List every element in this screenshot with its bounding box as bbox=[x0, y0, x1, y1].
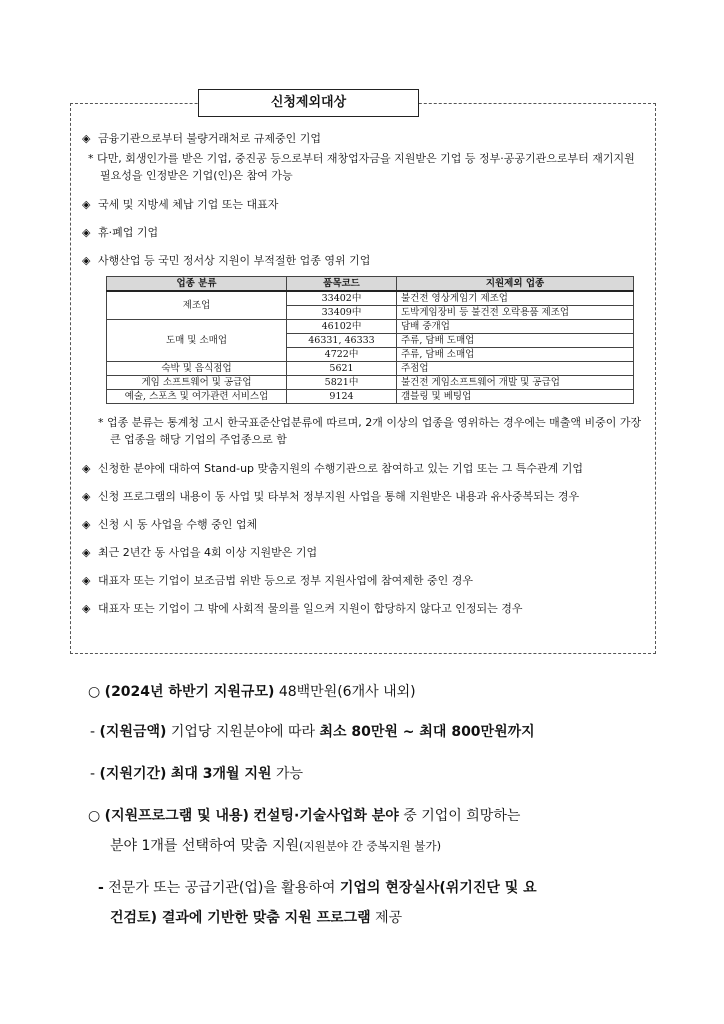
table-header-row bbox=[107, 277, 634, 292]
table-row bbox=[107, 320, 634, 334]
diamond-bullet-icon: ◈ bbox=[82, 462, 91, 475]
table-cell: 도매 및 소매업 bbox=[107, 320, 287, 362]
diamond-bullet-icon: ◈ bbox=[82, 254, 91, 267]
list-item: ◈ 신청 시 동 사업을 수행 중인 업체 bbox=[82, 518, 258, 531]
table-cell: 불건전 영상게임기 제조업 bbox=[397, 291, 634, 306]
table-row bbox=[107, 376, 634, 390]
list-item: ◈ 국세 및 지방세 체납 기업 또는 대표자 bbox=[82, 198, 279, 211]
note-industry-classification: * 업종 분류는 통계청 고시 한국표준산업분류에 따르며, 2개 이상의 업종을 영위하는 경우에는 매출액 비중이 가장 큰 업종을 해당 기업의 주업종으로 함 bbox=[98, 416, 642, 446]
exclusion-box-title: 신청제외대상 bbox=[198, 89, 419, 117]
column-header: 품목코드 bbox=[287, 277, 397, 292]
list-item: ◈ 사행산업 등 국민 정서상 지원이 부적절한 업종 영위 기업 bbox=[82, 254, 371, 267]
diamond-bullet-icon: ◈ bbox=[82, 490, 91, 503]
table-cell: 5621 bbox=[287, 362, 397, 376]
table-cell: 33402中 bbox=[287, 291, 397, 306]
table-cell: 33409中 bbox=[287, 306, 397, 320]
table-cell: 도박게임장비 등 불건전 오락용품 제조업 bbox=[397, 306, 634, 320]
support-scale-line: ○ (2024년 하반기 지원규모) 48백만원(6개사 내외) bbox=[88, 684, 416, 700]
diamond-bullet-icon: ◈ bbox=[82, 574, 91, 587]
table-cell: 4722中 bbox=[287, 348, 397, 362]
list-item: ◈ 대표자 또는 기업이 보조금법 위반 등으로 정부 지원사업에 참여제한 중인 경우 bbox=[82, 574, 473, 587]
table-cell: 예술, 스포츠 및 여가관련 서비스업 bbox=[107, 390, 287, 404]
excluded-industry-table bbox=[106, 276, 634, 404]
diamond-bullet-icon: ◈ bbox=[82, 132, 91, 145]
diamond-bullet-icon: ◈ bbox=[82, 602, 91, 615]
table-cell: 46102中 bbox=[287, 320, 397, 334]
column-header: 지원제외 업종 bbox=[397, 277, 634, 292]
table-row bbox=[107, 362, 634, 376]
support-program-line: ○ (지원프로그램 및 내용) 컨설팅·기술사업화 분야 중 기업이 희망하는 bbox=[88, 808, 521, 824]
diamond-bullet-icon: ◈ bbox=[82, 546, 91, 559]
support-amount-line: - (지원금액) 기업당 지원분야에 따라 최소 80만원 ~ 최대 800만원까지 bbox=[90, 724, 535, 740]
support-period-line: - (지원기간) 최대 3개월 지원 가능 bbox=[90, 766, 304, 782]
exclusion-list bbox=[82, 130, 648, 628]
list-item: ◈ 신청 프로그램의 내용이 동 사업 및 타부처 정부지원 사업을 통해 지원받은 내용과 유사중복되는 경우 bbox=[82, 490, 580, 503]
list-item: ◈ 최근 2년간 동 사업을 4회 이상 지원받은 기업 bbox=[82, 546, 318, 559]
column-header: 업종 분류 bbox=[107, 277, 287, 292]
table-cell: 9124 bbox=[287, 390, 397, 404]
table-cell: 제조업 bbox=[107, 291, 287, 320]
table-cell: 주류, 담배 도매업 bbox=[397, 334, 634, 348]
list-item: ◈ 금융기관으로부터 불량거래처로 규제중인 기업 bbox=[82, 132, 322, 145]
table-cell: 불건전 게임소프트웨어 개발 및 공급업 bbox=[397, 376, 634, 390]
table-cell: 주류, 담배 소매업 bbox=[397, 348, 634, 362]
diamond-bullet-icon: ◈ bbox=[82, 198, 91, 211]
list-item: ◈ 휴·폐업 기업 bbox=[82, 226, 159, 239]
expert-program-line-2: 건검토) 결과에 기반한 맞춤 지원 프로그램 제공 bbox=[110, 910, 403, 926]
table-cell: 주점업 bbox=[397, 362, 634, 376]
table-cell: 갬블링 및 베팅업 bbox=[397, 390, 634, 404]
diamond-bullet-icon: ◈ bbox=[82, 518, 91, 531]
table-cell: 숙박 및 음식점업 bbox=[107, 362, 287, 376]
note-rehabilitation: * 다만, 회생인가를 받은 기업, 중진공 등으로부터 재창업자금을 지원받은 기업 등 정부·공공기관으로부터 재기지원 필요성을 인정받은 기업(인)은 참여 가능 bbox=[88, 152, 635, 182]
diamond-bullet-icon: ◈ bbox=[82, 226, 91, 239]
table-row bbox=[107, 291, 634, 306]
list-item: ◈ 신청한 분야에 대하여 Stand-up 맞춤지원의 수행기관으로 참여하고 있는 기업 또는 그 특수관계 기업 bbox=[82, 462, 584, 475]
table-cell: 게임 소프트웨어 및 공급업 bbox=[107, 376, 287, 390]
table-cell: 46331, 46333 bbox=[287, 334, 397, 348]
table-cell: 담배 중개업 bbox=[397, 320, 634, 334]
circle-bullet-icon: ○ bbox=[88, 684, 101, 700]
expert-program-line: - 전문가 또는 공급기관(업)을 활용하여 기업의 현장실사(위기진단 및 요 bbox=[98, 880, 537, 896]
table-row bbox=[107, 390, 634, 404]
table-cell: 5821中 bbox=[287, 376, 397, 390]
list-item: ◈ 대표자 또는 기업이 그 밖에 사회적 물의를 일으켜 지원이 합당하지 않다고 인정되는 경우 bbox=[82, 602, 523, 615]
circle-bullet-icon: ○ bbox=[88, 808, 101, 824]
support-program-line-2: 분야 1개를 선택하여 맞춤 지원(지원분야 간 중복지원 불가) bbox=[110, 838, 442, 854]
